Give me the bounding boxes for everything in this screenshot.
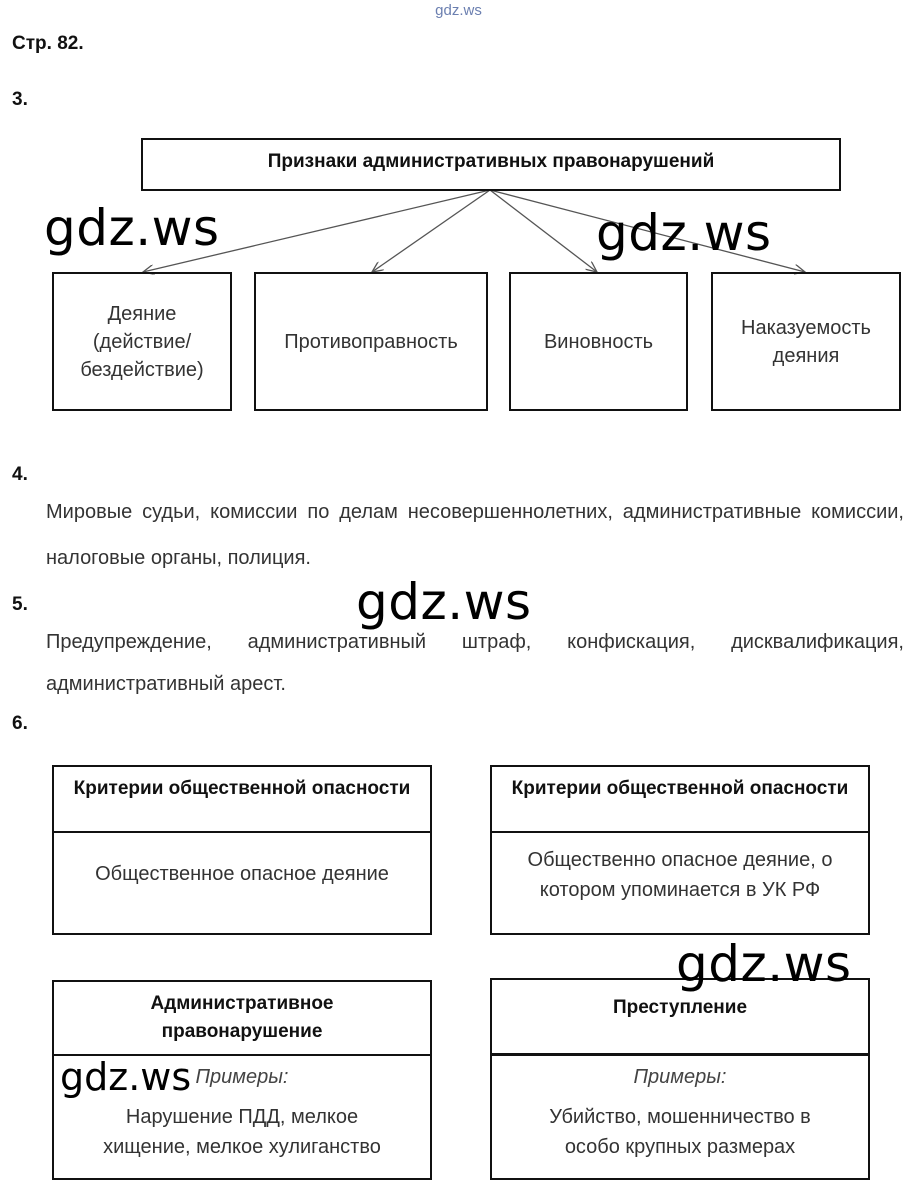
card-title: Административное правонарушение	[54, 982, 430, 1056]
arrow-to-unlawfulness	[372, 190, 490, 272]
watermark: gdz.ws	[356, 573, 532, 631]
diagram-root-box	[141, 138, 841, 191]
task4-text: Мировые судьи, комиссии по делам несовершеннолетних, административные комиссии, налоговые органы, полиция.	[46, 501, 904, 569]
page-heading: Стр. 82.	[12, 33, 84, 54]
task4-number: 4.	[12, 464, 28, 485]
watermark: gdz.ws	[676, 935, 852, 993]
crime-card	[490, 978, 870, 1180]
criteria-card-right	[490, 765, 870, 935]
watermark-top: gdz.ws	[435, 2, 482, 19]
task5-number: 5.	[12, 594, 28, 615]
card-body: Нарушение ПДД, мелкое хищение, мелкое хулиганство	[103, 1106, 381, 1158]
diagram-child-guilt	[509, 272, 688, 411]
diagram-child-punishability	[711, 272, 901, 411]
card-examples-label: Примеры:	[195, 1066, 289, 1088]
card-title: Преступление	[492, 980, 868, 1056]
diagram-child-label: Противоправность	[284, 330, 458, 353]
diagram-child-label: Наказуемость деяния	[741, 316, 871, 367]
task3-number: 3.	[12, 89, 28, 110]
watermark: gdz.ws	[60, 1055, 192, 1099]
card-body: Общественное опасное деяние	[95, 863, 389, 885]
task6-number: 6.	[12, 713, 28, 734]
watermark: gdz.ws	[596, 204, 772, 262]
diagram-child-unlawfulness	[254, 272, 488, 411]
diagram-child-label: Деяние (действие/ бездействие)	[80, 302, 204, 381]
card-title: Критерии общественной опасности	[492, 767, 868, 833]
diagram-child-act	[52, 272, 232, 411]
card-examples-label: Примеры:	[633, 1066, 727, 1088]
watermark: gdz.ws	[44, 199, 220, 257]
criteria-card-left	[52, 765, 432, 935]
arrow-to-guilt	[490, 190, 597, 272]
diagram-child-label: Виновность	[543, 330, 654, 353]
card-body: Убийство, мошенничество в особо крупных размерах	[549, 1106, 811, 1158]
card-body: Общественно опасное деяние, о котором упоминается в УК РФ	[527, 849, 833, 901]
card-title: Критерии общественной опасности	[54, 767, 430, 833]
diagram-root-label: Признаки административных правонарушений	[267, 151, 715, 172]
task5-text: Предупреждение, административный штраф, конфискация, дисквалификация, административный арест.	[46, 631, 904, 695]
